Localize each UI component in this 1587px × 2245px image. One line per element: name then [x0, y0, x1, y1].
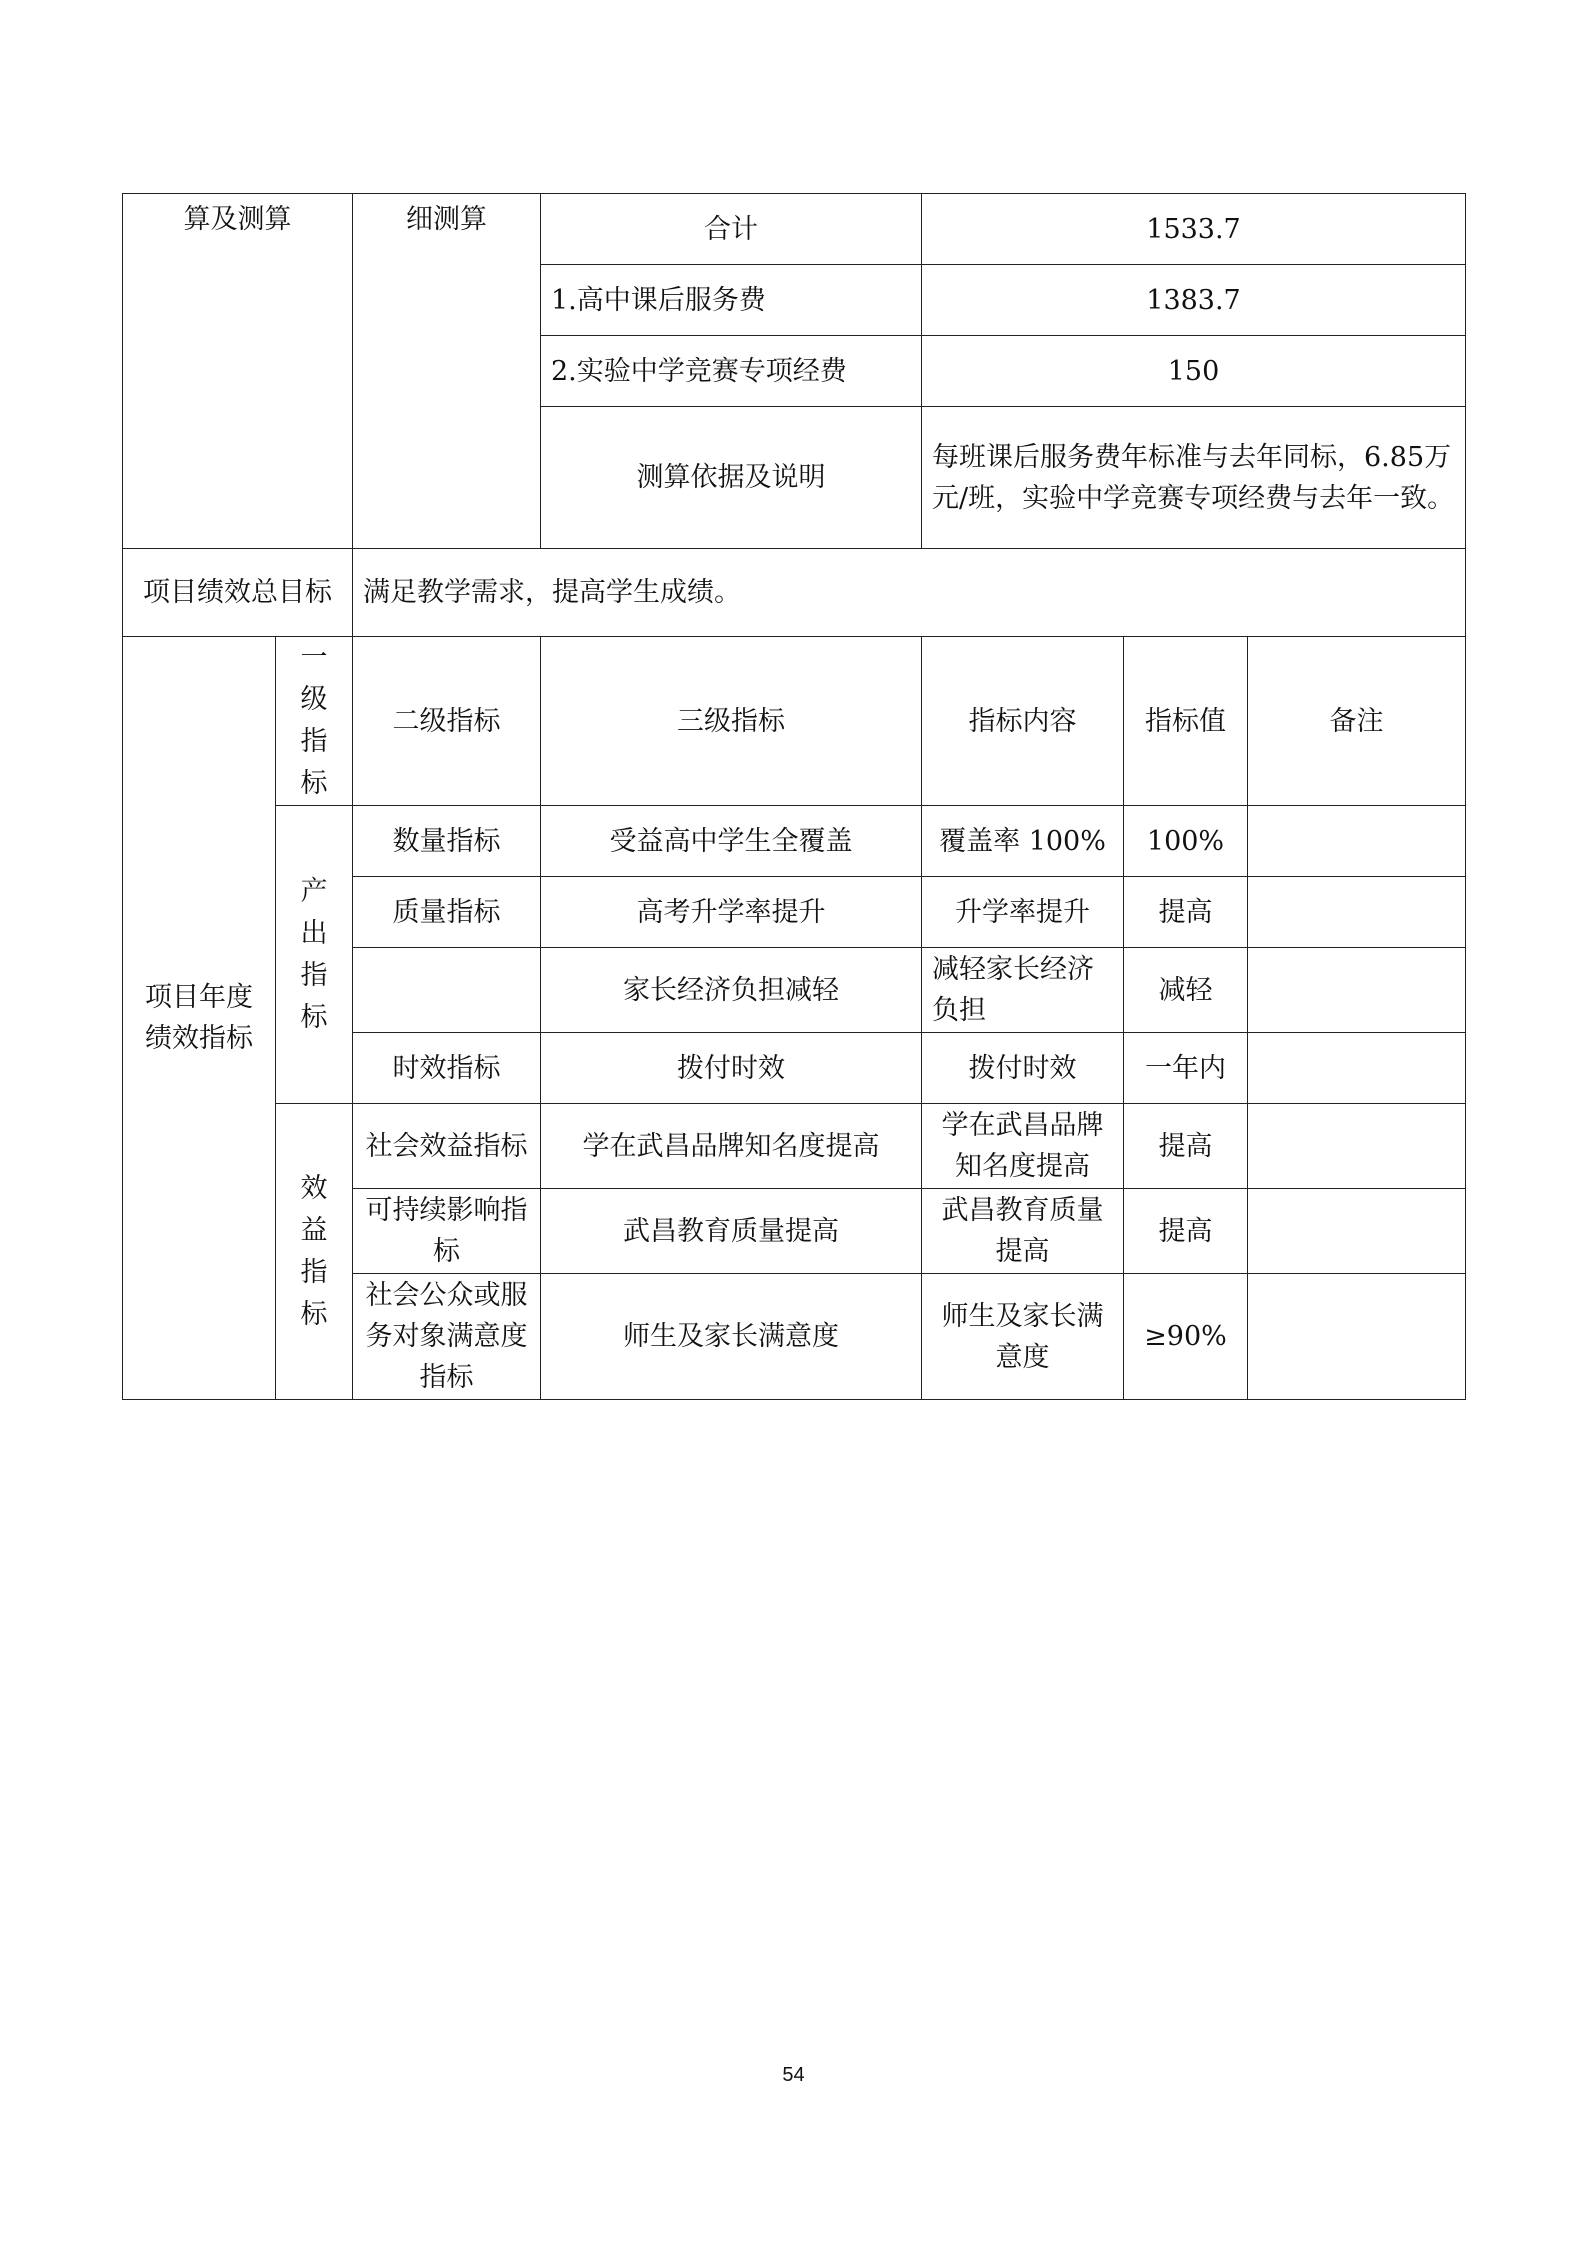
row-note — [1248, 1033, 1466, 1104]
row-value: 减轻 — [1124, 948, 1248, 1033]
row-level2: 社会效益指标 — [353, 1104, 541, 1189]
row-level3: 家长经济负担减轻 — [541, 948, 922, 1033]
row-note — [1248, 1104, 1466, 1189]
budget-detail-label: 细测算 — [353, 194, 541, 549]
row-content: 师生及家长满意度 — [922, 1274, 1124, 1400]
row-level3: 拨付时效 — [541, 1033, 922, 1104]
indicator-header-row — [123, 637, 1466, 806]
budget-item-label: 1.高中课后服务费 — [541, 265, 922, 336]
row-value: 提高 — [1124, 1104, 1248, 1189]
budget-total-label: 合计 — [541, 194, 922, 265]
budget-item-value: 1383.7 — [922, 265, 1466, 336]
row-level3: 学在武昌品牌知名度提高 — [541, 1104, 922, 1189]
row-level2: 可持续影响指标 — [353, 1189, 541, 1274]
row-value: 一年内 — [1124, 1033, 1248, 1104]
budget-section-label: 算及测算 — [123, 194, 353, 549]
row-level3: 武昌教育质量提高 — [541, 1189, 922, 1274]
row-note — [1248, 877, 1466, 948]
output-indicator-label: 产出指标 — [276, 806, 353, 1104]
budget-total-row — [123, 194, 1466, 265]
row-content: 武昌教育质量提高 — [922, 1189, 1124, 1274]
row-content: 学在武昌品牌知名度提高 — [922, 1104, 1124, 1189]
page-number: 54 — [782, 2064, 805, 2086]
budget-item-label: 2.实验中学竞赛专项经费 — [541, 336, 922, 407]
header-level3: 三级指标 — [541, 637, 922, 806]
row-note — [1248, 1274, 1466, 1400]
row-level2: 质量指标 — [353, 877, 541, 948]
goal-label: 项目绩效总目标 — [123, 549, 353, 637]
row-content: 覆盖率 100% — [922, 806, 1124, 877]
goal-text: 满足教学需求，提高学生成绩。 — [353, 549, 1466, 637]
budget-item-value: 150 — [922, 336, 1466, 407]
row-note — [1248, 1189, 1466, 1274]
budget-basis-text: 每班课后服务费年标准与去年同标，6.85万元/班，实验中学竞赛专项经费与去年一致。 — [922, 407, 1466, 549]
benefit-indicator-label: 效益指标 — [276, 1104, 353, 1400]
header-value: 指标值 — [1124, 637, 1248, 806]
row-level3: 师生及家长满意度 — [541, 1274, 922, 1400]
row-note — [1248, 806, 1466, 877]
row-level2: 数量指标 — [353, 806, 541, 877]
header-level2: 二级指标 — [353, 637, 541, 806]
budget-total-value: 1533.7 — [922, 194, 1466, 265]
row-level2: 社会公众或服务对象满意度指标 — [353, 1274, 541, 1400]
row-value: ≥90% — [1124, 1274, 1248, 1400]
row-value: 100% — [1124, 806, 1248, 877]
row-content: 拨付时效 — [922, 1033, 1124, 1104]
row-level2 — [353, 948, 541, 1033]
indicator-section-text: 项目年度绩效指标 — [144, 982, 253, 1054]
output-row — [123, 806, 1466, 877]
row-content: 升学率提升 — [922, 877, 1124, 948]
goal-row — [123, 549, 1466, 637]
row-level2: 时效指标 — [353, 1033, 541, 1104]
row-value: 提高 — [1124, 1189, 1248, 1274]
benefit-row — [123, 1104, 1466, 1189]
header-note: 备注 — [1248, 637, 1466, 806]
indicator-section-label — [123, 637, 276, 1400]
performance-table — [122, 193, 1466, 1400]
row-note — [1248, 948, 1466, 1033]
row-content: 减轻家长经济负担 — [922, 948, 1124, 1033]
row-value: 提高 — [1124, 877, 1248, 948]
budget-basis-label: 测算依据及说明 — [541, 407, 922, 549]
header-content: 指标内容 — [922, 637, 1124, 806]
header-level1: 一级指标 — [276, 637, 353, 806]
row-level3: 受益高中学生全覆盖 — [541, 806, 922, 877]
row-level3: 高考升学率提升 — [541, 877, 922, 948]
